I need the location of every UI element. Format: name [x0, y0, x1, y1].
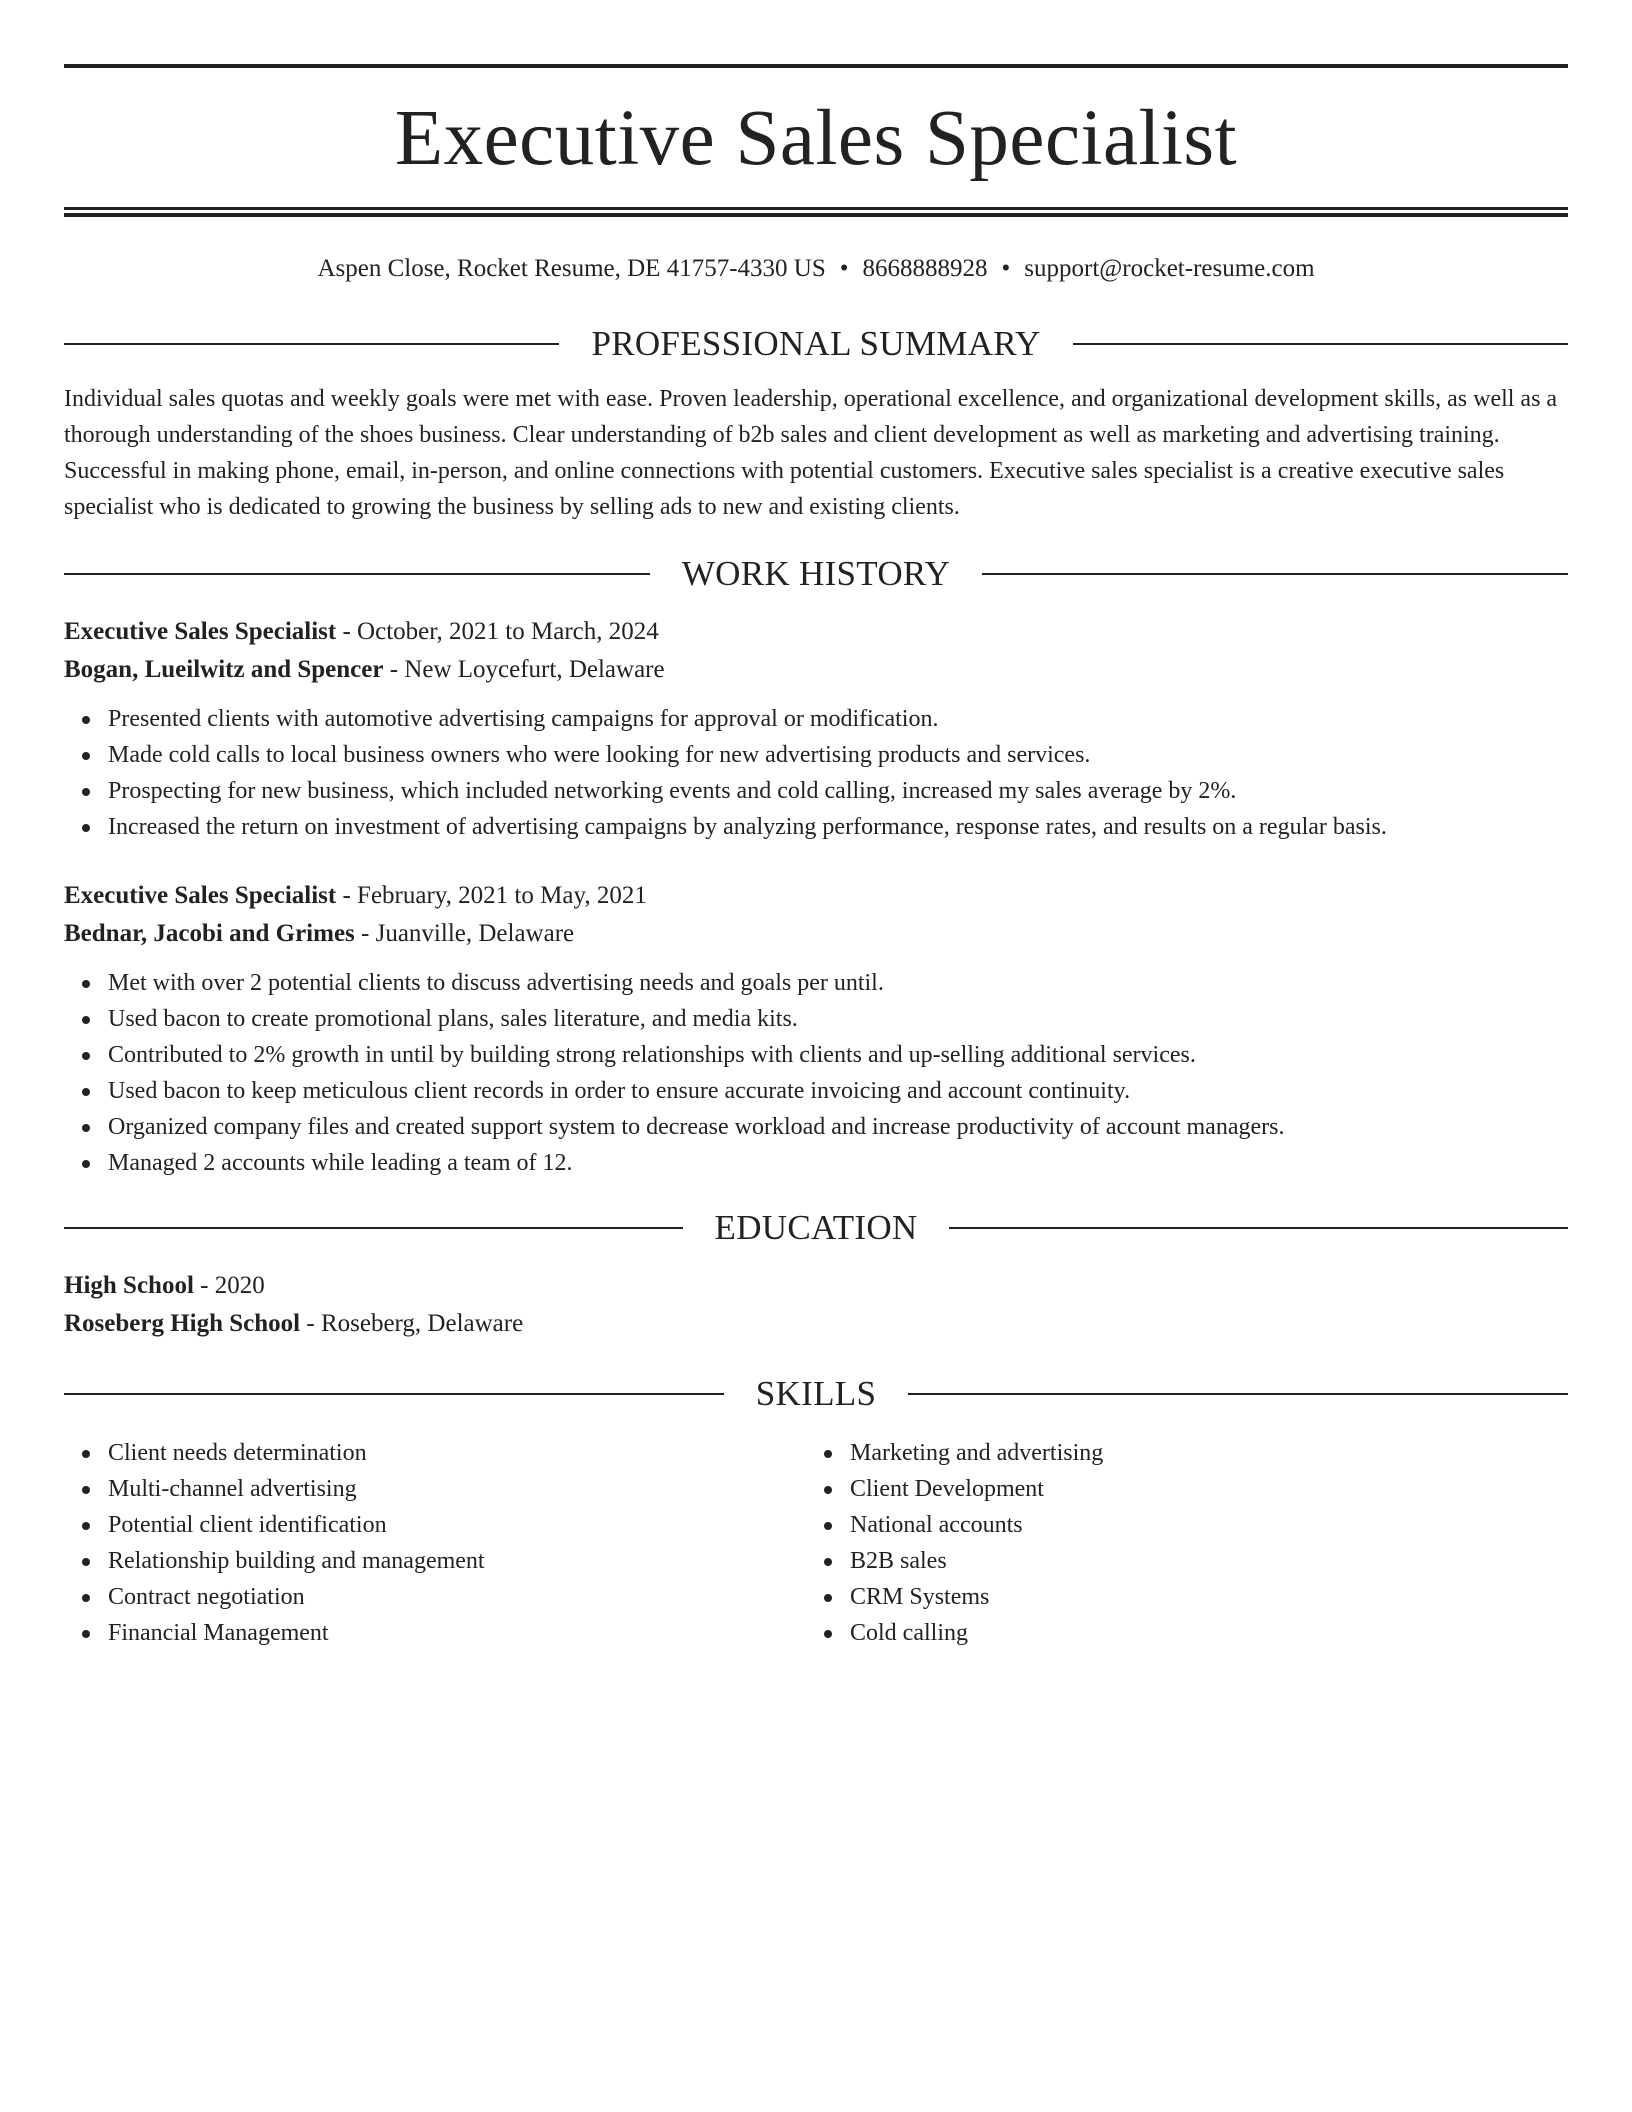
- education-degree: High School: [64, 1272, 194, 1299]
- section-heading-education: [64, 1203, 1568, 1253]
- heading-rule: [1073, 343, 1568, 345]
- list-item: Client needs determination: [64, 1435, 806, 1471]
- list-item: Presented clients with automotive advertising campaigns for approval or modification.: [64, 701, 1568, 737]
- heading-rule: [64, 1393, 724, 1395]
- job-bullets: [64, 701, 1568, 845]
- job-title-line: [64, 613, 1568, 651]
- resume-name: Executive Sales Specialist: [394, 95, 1238, 182]
- double-rule: [64, 207, 1568, 217]
- education-school-line: [64, 1305, 1568, 1343]
- list-item: Increased the return on investment of advertising campaigns by analyzing performance, response rates, and results on a regular basis.: [64, 809, 1568, 845]
- heading-rule: [64, 573, 650, 575]
- list-item: Financial Management: [64, 1615, 806, 1651]
- contact-separator: •: [1001, 255, 1011, 282]
- contact-email: support@rocket-resume.com: [1024, 255, 1315, 282]
- section-title: SKILLS: [755, 1374, 877, 1413]
- skills-list-left: [64, 1435, 806, 1651]
- education-degree-line: [64, 1267, 1568, 1305]
- job-title: Executive Sales Specialist: [64, 618, 337, 645]
- education-entry: [64, 1267, 1568, 1343]
- heading-rule: [64, 343, 559, 345]
- heading-rule: [982, 573, 1568, 575]
- contact-separator: •: [839, 255, 849, 282]
- section-title: EDUCATION: [714, 1208, 918, 1247]
- job-bullets: [64, 965, 1568, 1181]
- job-title: Executive Sales Specialist: [64, 882, 337, 909]
- education-year: - 2020: [193, 1272, 265, 1299]
- heading-rule: [949, 1227, 1568, 1229]
- job-dates: - October, 2021 to March, 2024: [336, 618, 659, 645]
- job-company: Bednar, Jacobi and Grimes: [64, 920, 355, 947]
- list-item: Client Development: [806, 1471, 1548, 1507]
- skills-list-right: [806, 1435, 1548, 1651]
- list-item: Cold calling: [806, 1615, 1548, 1651]
- list-item: Contract negotiation: [64, 1579, 806, 1615]
- skills-columns: [64, 1435, 1568, 1651]
- section-title: PROFESSIONAL SUMMARY: [591, 324, 1041, 363]
- contact-address: Aspen Close, Rocket Resume, DE 41757-4330 US: [317, 255, 826, 282]
- list-item: Met with over 2 potential clients to discuss advertising needs and goals per until.: [64, 965, 1568, 1001]
- list-item: National accounts: [806, 1507, 1548, 1543]
- list-item: Used bacon to keep meticulous client records in order to ensure accurate invoicing and account continuity.: [64, 1073, 1568, 1109]
- heading-rule: [908, 1393, 1568, 1395]
- education-location: - Roseberg, Delaware: [300, 1310, 524, 1337]
- contact-phone: 8668888928: [862, 255, 988, 282]
- job-company-line: [64, 651, 1568, 689]
- section-heading-skills: [64, 1369, 1568, 1419]
- list-item: Contributed to 2% growth in until by building strong relationships with clients and up-selling additional services.: [64, 1037, 1568, 1073]
- list-item: Prospecting for new business, which included networking events and cold calling, increased my sales average by 2%.: [64, 773, 1568, 809]
- job-dates: - February, 2021 to May, 2021: [336, 882, 647, 909]
- list-item: Marketing and advertising: [806, 1435, 1548, 1471]
- job-location: - Juanville, Delaware: [354, 920, 575, 947]
- education-school: Roseberg High School: [64, 1310, 301, 1337]
- contact-line: [64, 251, 1568, 287]
- job-entry: [64, 877, 1568, 1181]
- list-item: Organized company files and created support system to decrease workload and increase productivity of account managers.: [64, 1109, 1568, 1145]
- job-title-line: [64, 877, 1568, 915]
- summary-text: Individual sales quotas and weekly goals were met with ease. Proven leadership, operational excellence, and organizational development skills, as well as a thorough understanding of the shoes business. Clear understanding of b2b sales and client development as well as marketing and advertising training. Successful in making phone, email, in-person, and online connections with potential customers. Executive sales specialist is a creative executive sales specialist who is dedicated to growing the business by selling ads to new and existing clients.: [64, 386, 1558, 520]
- list-item: B2B sales: [806, 1543, 1548, 1579]
- list-item: Potential client identification: [64, 1507, 806, 1543]
- job-company-line: [64, 915, 1568, 953]
- list-item: CRM Systems: [806, 1579, 1548, 1615]
- list-item: Made cold calls to local business owners who were looking for new advertising products and services.: [64, 737, 1568, 773]
- job-location: - New Loycefurt, Delaware: [383, 656, 665, 683]
- section-heading-work: [64, 549, 1568, 599]
- job-company: Bogan, Lueilwitz and Spencer: [64, 656, 384, 683]
- section-title: WORK HISTORY: [681, 554, 951, 593]
- heading-rule: [64, 1227, 683, 1229]
- list-item: Managed 2 accounts while leading a team of 12.: [64, 1145, 1568, 1181]
- job-entry: [64, 613, 1568, 845]
- list-item: Relationship building and management: [64, 1543, 806, 1579]
- list-item: Multi-channel advertising: [64, 1471, 806, 1507]
- list-item: Used bacon to create promotional plans, sales literature, and media kits.: [64, 1001, 1568, 1037]
- section-heading-summary: [64, 319, 1568, 369]
